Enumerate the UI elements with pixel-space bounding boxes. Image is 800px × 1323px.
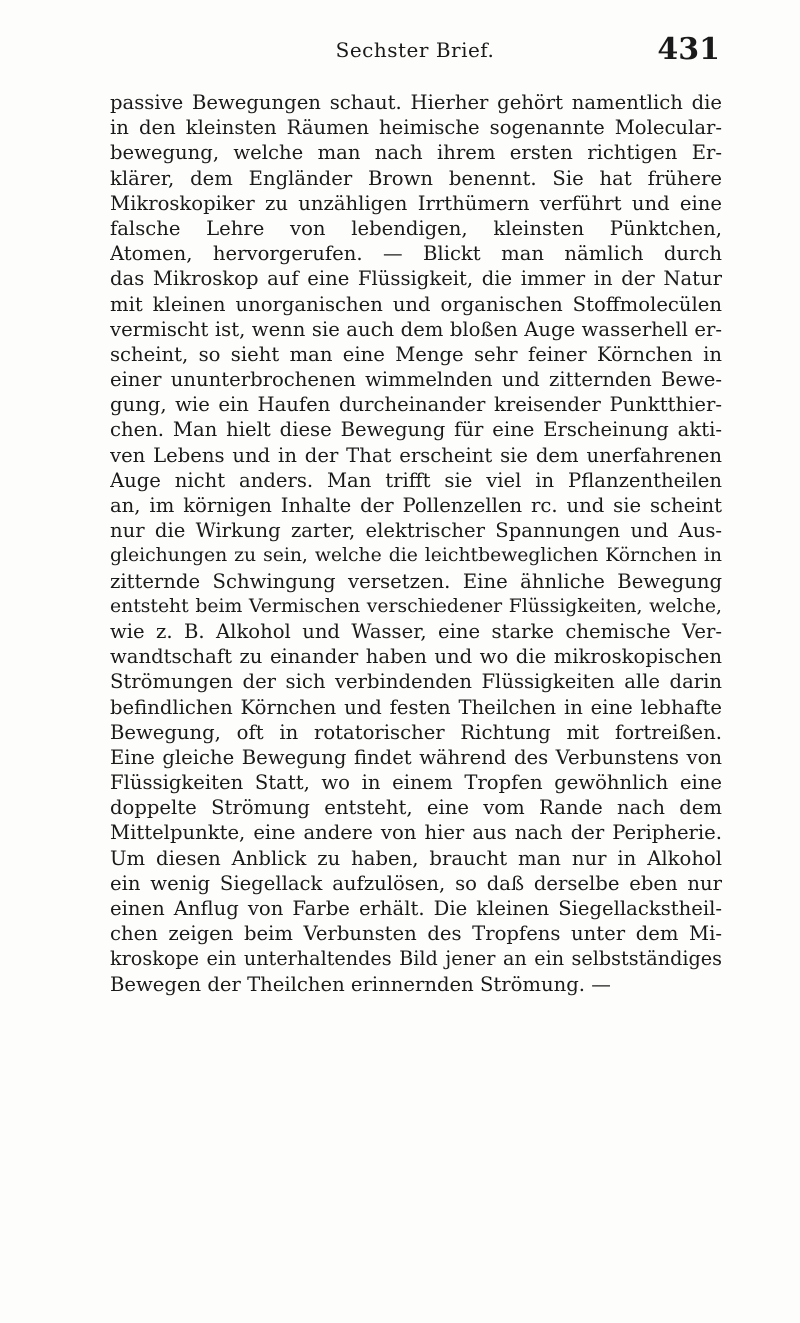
running-title: Sechster Brief. (335, 38, 495, 62)
text-line: an, im körnigen Inhalte der Pollenzellen rc. und sie scheint (110, 494, 722, 517)
text-line: entsteht beim Vermischen verschiedener Flüssigkeiten, welche, (110, 595, 722, 617)
text-line: scheint, so sieht man eine Menge sehr feiner Körnchen in (110, 342, 722, 366)
text-line: zitternde Schwingung versetzen. Eine ähnliche Bewegung (110, 569, 722, 593)
text-line: das Mikroskop auf eine Flüssigkeit, die immer in der Natur (110, 267, 722, 291)
body-text (110, 90, 722, 997)
page-number: 431 (657, 32, 720, 67)
text-line: passive Bewegungen schaut. Hierher gehört namentlich die (110, 91, 722, 114)
text-line: in den kleinsten Räumen heimische sogenannte Molecular- (110, 116, 722, 140)
text-line: befindlichen Körnchen und festen Theilchen in eine lebhafte (110, 695, 722, 719)
text-line: bewegung, welche man nach ihrem ersten richtigen Er- (110, 141, 722, 165)
text-line: einen Anflug von Farbe erhält. Die kleinen Siegellackstheil- (110, 897, 722, 920)
text-line: klärer, dem Engländer Brown benennt. Sie hat frühere (110, 166, 722, 190)
text-line: chen. Man hielt diese Bewegung für eine Erscheinung akti- (110, 418, 722, 442)
text-line: gleichungen zu sein, welche die leichtbeweglichen Körnchen in (110, 545, 722, 567)
text-line: Mittelpunkte, eine andere von hier aus nach der Peripherie. (110, 821, 722, 845)
text-line: ein wenig Siegellack aufzulösen, so daß derselbe eben nur (110, 871, 722, 895)
text-line: Mikroskopiker zu unzähligen Irrthümern verführt und eine (110, 191, 722, 215)
text-line: vermischt ist, wenn sie auch dem bloßen Auge wasserhell er- (110, 317, 722, 341)
text-line: falsche Lehre von lebendigen, kleinsten Pünktchen, (110, 216, 722, 240)
text-line: Bewegung, oft in rotatorischer Richtung mit fortreißen. (110, 720, 722, 744)
text-line: Um diesen Anblick zu haben, braucht man nur in Alkohol (110, 846, 722, 870)
text-line: doppelte Strömung entsteht, eine vom Rande nach dem (110, 796, 722, 820)
text-line: Auge nicht anders. Man trifft sie viel in Pflanzentheilen (110, 468, 722, 492)
text-line: Flüssigkeiten Statt, wo in einem Tropfen gewöhnlich eine (110, 771, 722, 795)
text-line: ven Lebens und in der That erscheint sie dem unerfahrenen (110, 443, 722, 467)
running-header (110, 32, 720, 72)
text-line: Bewegen der Theilchen erinnernden Strömung. — (110, 972, 611, 996)
text-line: kroskope ein unterhaltendes Bild jener an ein selbstständiges (110, 947, 722, 971)
text-line: nur die Wirkung zarter, elektrischer Spannungen und Aus- (110, 519, 722, 543)
text-line: gung, wie ein Haufen durcheinander kreisender Punktthier- (110, 393, 722, 417)
text-line: wie z. B. Alkohol und Wasser, eine starke chemische Ver- (110, 619, 722, 643)
text-line: Strömungen der sich verbindenden Flüssigkeiten alle darin (110, 670, 722, 694)
text-line: Eine gleiche Bewegung findet während des Verbunstens von (110, 745, 722, 769)
text-line: wandtschaft zu einander haben und wo die mikroskopischen (110, 645, 722, 669)
text-line: chen zeigen beim Verbunsten des Tropfens unter dem Mi- (110, 922, 722, 946)
text-line: Atomen, hervorgerufen. — Blickt man nämlich durch (110, 242, 722, 266)
text-line: einer ununterbrochenen wimmelnden und zitternden Bewe- (110, 368, 722, 392)
text-line: mit kleinen unorganischen und organischen Stoffmolecülen (110, 292, 722, 316)
